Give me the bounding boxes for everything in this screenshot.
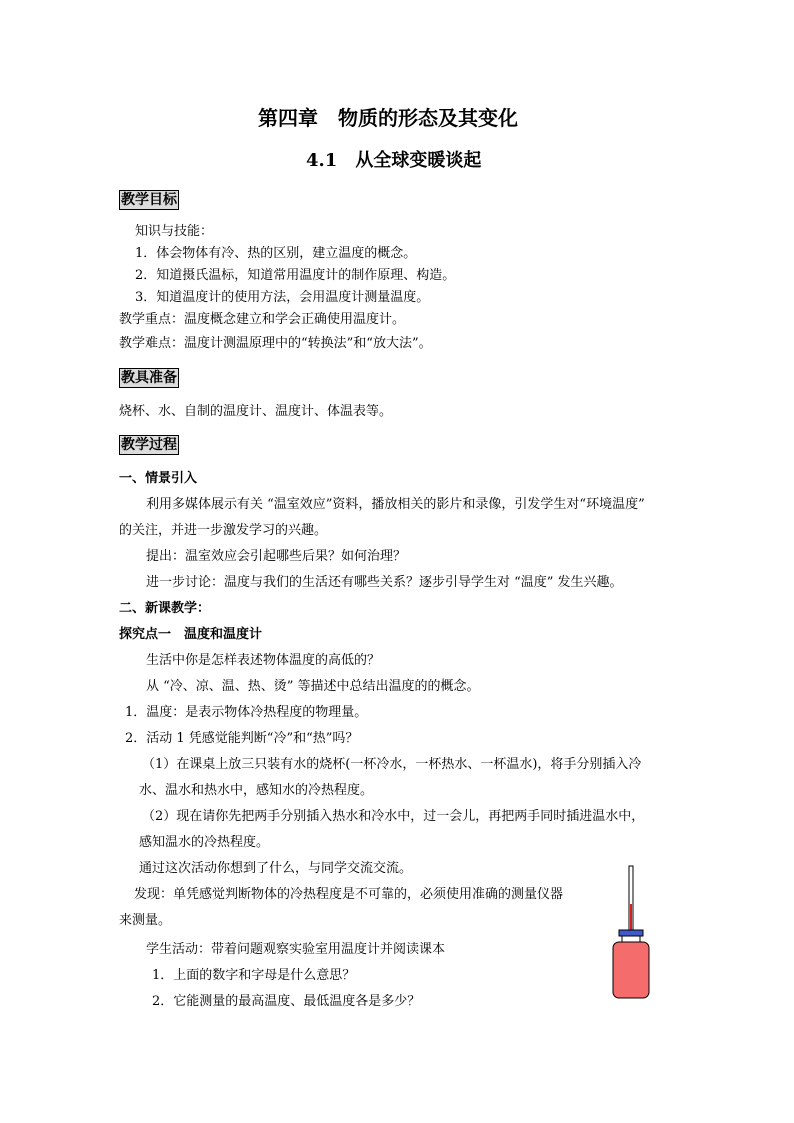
materials-text: 烧杯、水、自制的温度计、温度计、体温表等。 xyxy=(119,404,393,419)
key-point: 教学重点：温度概念建立和学会正确使用温度计。 xyxy=(119,312,406,327)
paragraph: 1．上面的数字和字母是什么意思？ xyxy=(152,968,356,983)
chapter-title: 第四章 物质的形态及其变化 xyxy=(258,106,518,130)
paragraph: （1）在课桌上放三只装有水的烧杯(一杯冷水，一杯热水、一杯温水)，将手分别插入冷 xyxy=(142,757,642,772)
paragraph: 通过这次活动你想到了什么，与同学交流交流。 xyxy=(139,861,413,876)
paragraph: 1．温度：是表示物体冷热程度的物理量。 xyxy=(125,705,368,720)
process-heading: 教学过程 xyxy=(121,437,177,453)
goal-item: 2．知道摄氏温标，知道常用温度计的制作原理、构造。 xyxy=(135,268,456,283)
section-title: 4.1 从全球变暖谈起 xyxy=(306,150,482,171)
topic-title: 探究点一 温度和温度计 xyxy=(119,627,263,642)
homemade-thermometer-figure xyxy=(608,864,658,1000)
paragraph: （2）现在请你先把两手分别插入热水和冷水中，过一会儿，再把两手同时插进温水中， xyxy=(142,809,645,824)
paragraph: 发现：单凭感觉判断物体的冷热程度是不可靠的，必须使用准确的测量仪器 xyxy=(134,887,564,902)
bottle-cap xyxy=(619,930,643,936)
goal-item: 3．知道温度计的使用方法，会用温度计测量温度。 xyxy=(135,290,430,305)
paragraph: 水、温水和热水中，感知水的冷热程度。 xyxy=(139,783,374,798)
paragraph: 的关注，并进一步激发学习的兴趣。 xyxy=(119,523,328,538)
paragraph: 从 “冷、凉、温、热、烫” 等描述中总结出温度的的概念。 xyxy=(146,679,480,694)
difficulty: 教学难点：温度计测温原理中的“转换法”和“放大法”。 xyxy=(119,336,432,351)
paragraph: 2．活动 1 凭感觉能判断“冷”和“热”吗？ xyxy=(125,731,359,746)
paragraph: 学生活动：带着问题观察实验室用温度计并阅读课本 xyxy=(146,942,446,957)
paragraph: 利用多媒体展示有关 “温室效应”资料，播放相关的影片和录像，引发学生对“环境温度” xyxy=(146,497,645,512)
goals-intro: 知识与技能： xyxy=(135,224,214,239)
paragraph: 2．它能测量的最高温度、最低温度各是多少？ xyxy=(152,994,421,1009)
section-new-title: 二、新课教学： xyxy=(119,601,211,616)
section-intro-title: 一、情景引入 xyxy=(119,471,198,486)
paragraph: 生活中你是怎样表述物体温度的高低的？ xyxy=(146,653,381,668)
goal-item: 1．体会物体有冷、热的区别，建立温度的概念。 xyxy=(135,246,417,261)
paragraph: 来测量。 xyxy=(119,913,172,928)
paragraph: 进一步讨论：温度与我们的生活还有哪些关系？逐步引导学生对 “温度” 发生兴趣。 xyxy=(146,575,623,590)
bottle-body xyxy=(613,942,649,998)
paragraph: 提出：温室效应会引起哪些后果？如何治理？ xyxy=(146,549,407,564)
paragraph: 感知温水的冷热程度。 xyxy=(139,835,270,850)
materials-heading: 教具准备 xyxy=(121,370,177,386)
goals-heading: 教学目标 xyxy=(121,192,177,208)
